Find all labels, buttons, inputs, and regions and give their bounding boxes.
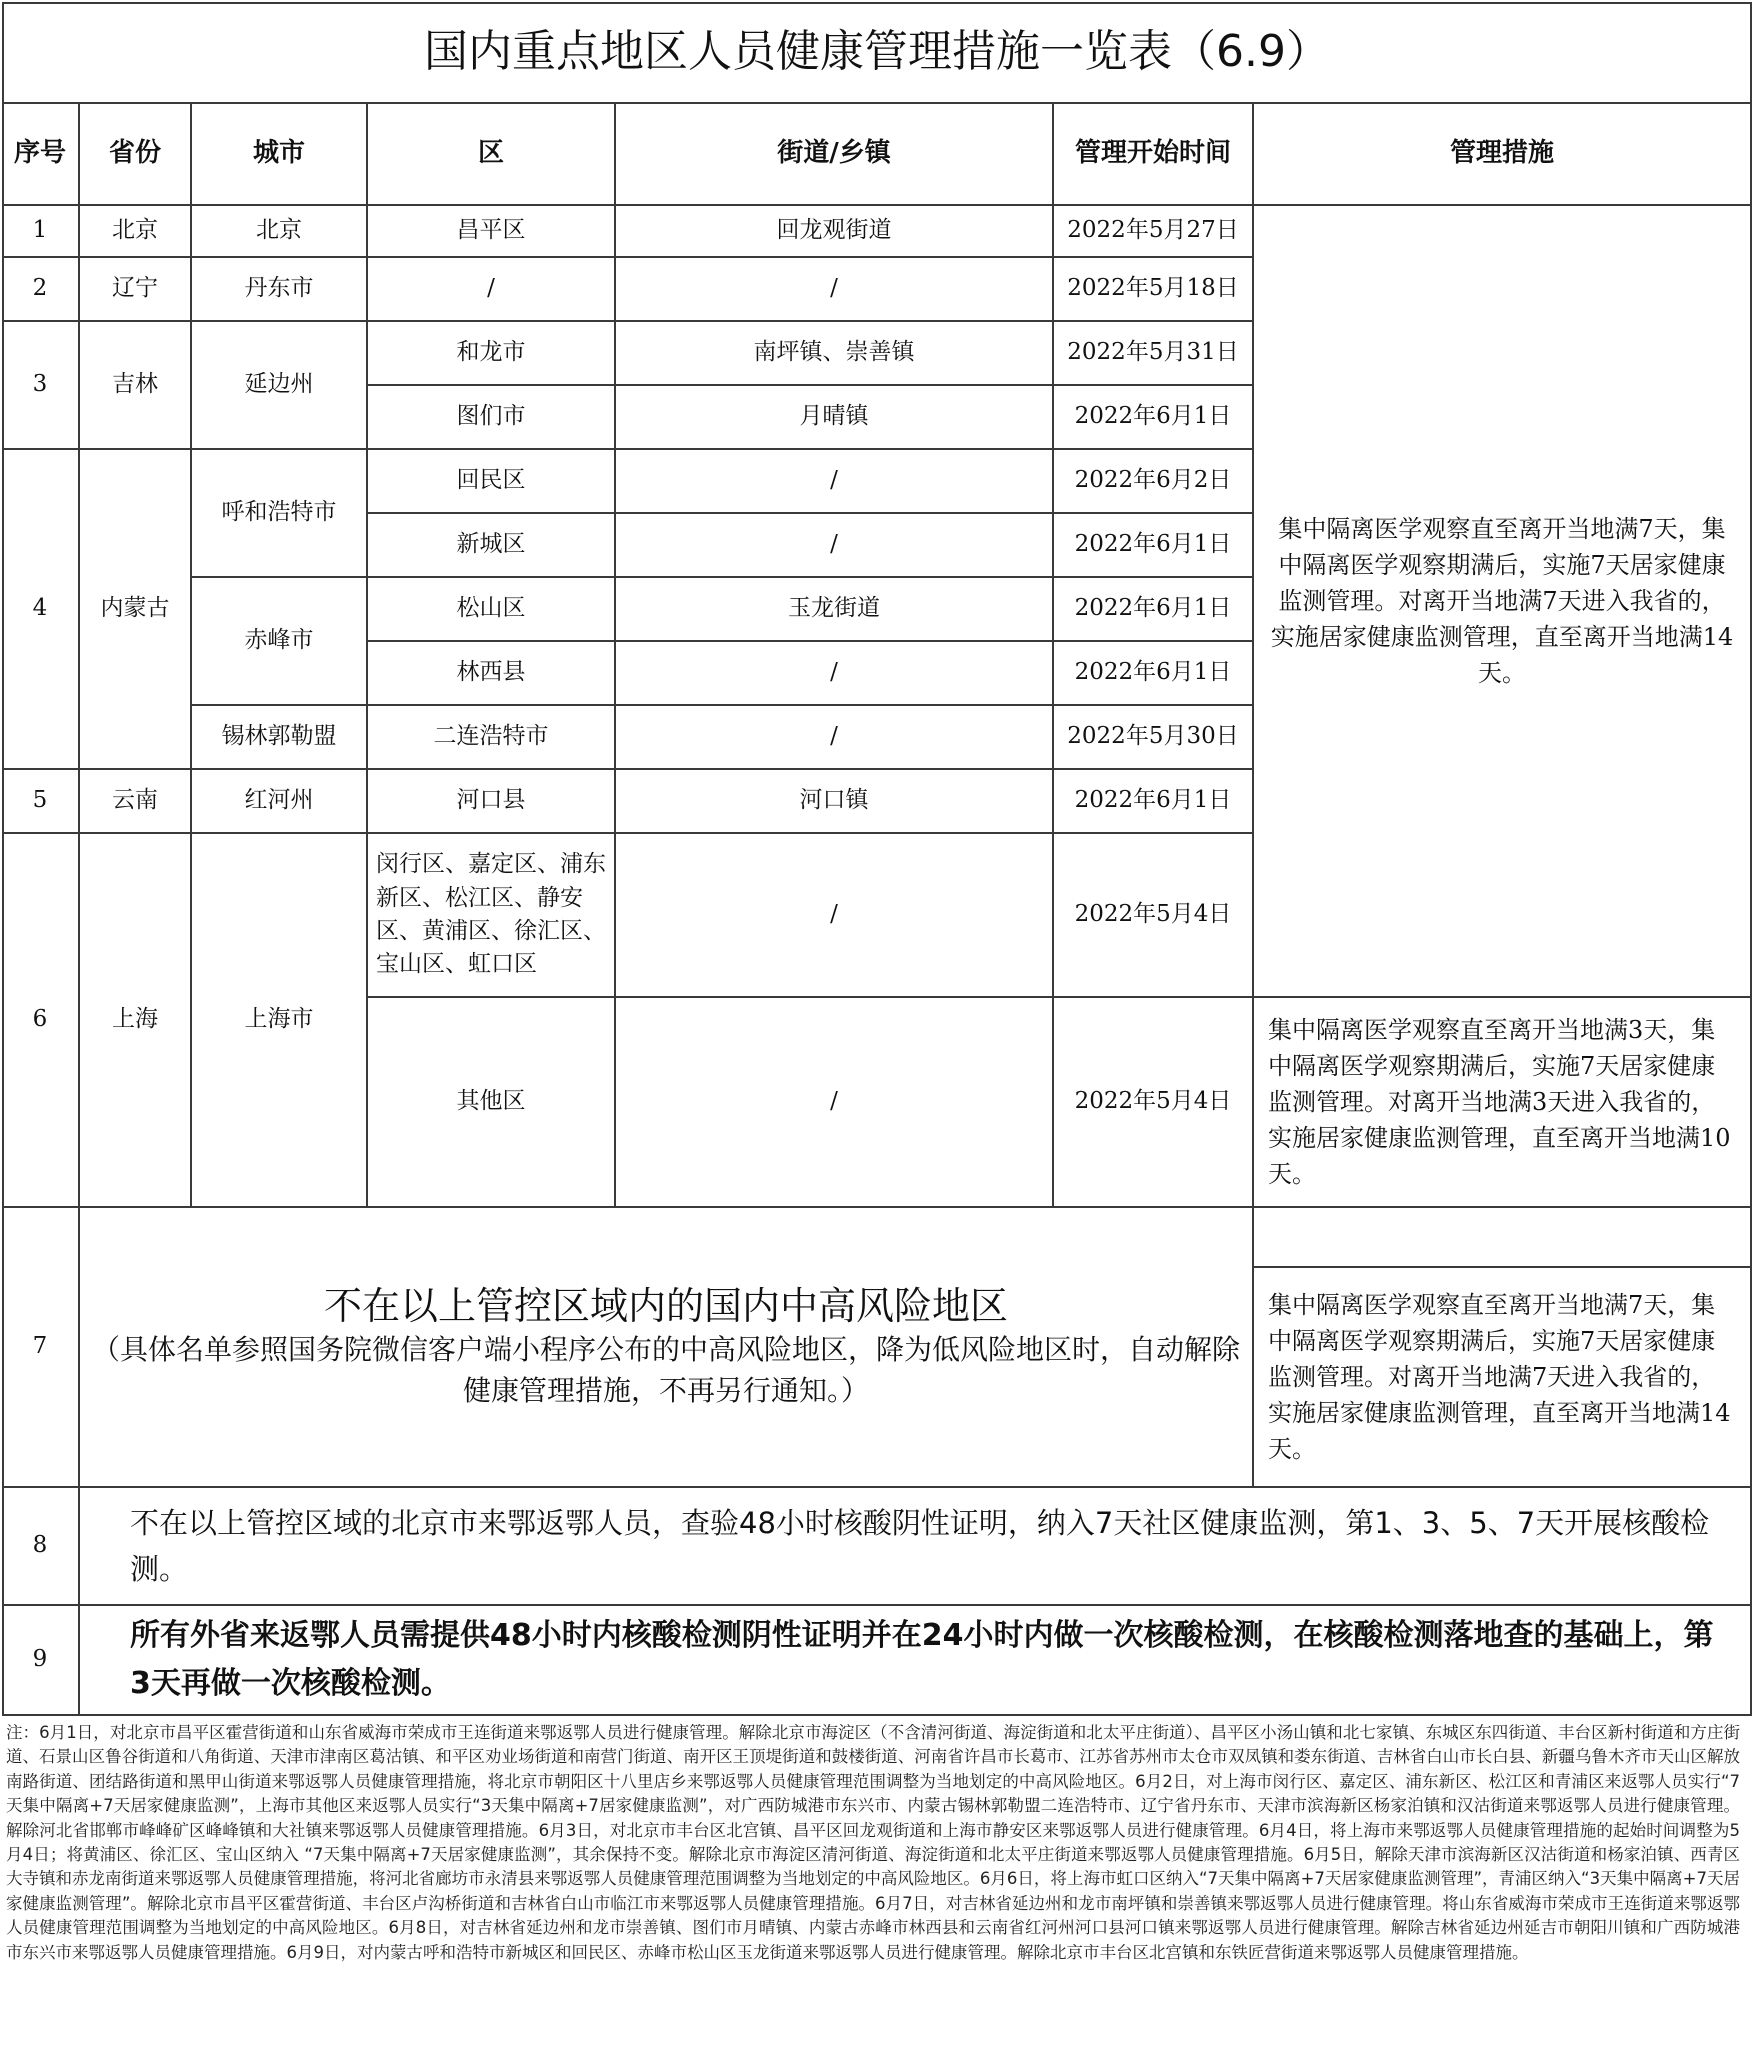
header-measures: 管理措施: [1449, 138, 1554, 169]
district-cell: 河口县: [456, 787, 526, 814]
district-cell: 回民区: [456, 467, 526, 494]
street-cell: 回龙观街道: [776, 217, 892, 244]
footnote: 注：6月1日，对北京市昌平区霍营街道和山东省威海市荣成市王连街道来鄂返鄂人员进行健康管理。解除北京市海淀区（不含清河街道、海淀街道和北太平庄街道）、昌平区小汤山镇和北七家镇、东城区东四街道、丰台区新村街道和方庄街道、石景山区鲁谷街道和八角街道、天津市津南区葛沽镇、和平区劝业场街道和南营门街道、南开区王顶堤街道和鼓楼街道、河南省许昌市长葛市、江苏省苏州市太仓市双凤镇和娄东街道、吉林省白山市长白县、新疆乌鲁木齐市天山区解放南路街道、团结路街道和黑甲山街道来鄂返鄂人员健康管理措施，将北京市朝阳区十八里店乡来鄂返鄂人员健康管理范围调整为当地划定的中高风险地区。6月2日，对上海市闵行区、嘉定区、浦东新区、松江区和青浦区来返鄂人员实行“7天集中隔离+7天居家健康监测”，上海市其他区来返鄂人员实行“3天集中隔离+7居家健康监测”，对广西防城港市东兴市、内蒙古锡林郭勒盟二连浩特市、辽宁省丹东市、天津市滨海新区杨家泊镇和汉沽街道来鄂返鄂人员进行健康管理。解除河北省邯郸市峰峰矿区峰峰镇和大社镇来鄂返鄂人员健康管理措施。6月3日，对北京市丰台区北宫镇、昌平区回龙观街道和上海市静安区来鄂返鄂人员进行健康管理。6月4日，将上海市来鄂返鄂人员健康管理措施的起始时间调整为5月4日；将黄浦区、徐汇区、宝山区纳入 “7天集中隔离+7天居家健康监测”，其余保持不变。解除北京市海淀区清河街道、海淀街道和北太平庄街道来鄂返鄂人员健康管理措施。6月5日，解除天津市滨海新区汉沽街道和杨家泊镇、西青区大寺镇和赤龙南街道来鄂返鄂人员健康管理措施，将河北省廊坊市永清县来鄂返鄂人员健康管理范围调整为当地划定的中高风险地区。6月6日，将上海市虹口区纳入“7天集中隔离+7天居家健康监测管理”，青浦区纳入“3天集中隔离+7天居家健康监测管理”。解除北京市昌平区霍营街道、丰台区卢沟桥街道和吉林省白山市临江市来鄂返鄂人员健康管理措施。6月7日，对吉林省延边州和龙市南坪镇和崇善镇来鄂返鄂人员进行健康管理。将山东省威海市荣成市王连街道来鄂返鄂人员健康管理范围调整为当地划定的中高风险地区。6月8日，对吉林省延边州和龙市崇善镇、图们市月晴镇、内蒙古赤峰市林西县和云南省红河州河口县河口镇来鄂返鄂人员进行健康管理。解除吉林省延边州延吉市朝阳川镇和广西防城港市东兴市来鄂返鄂人员健康管理措施。6月9日，对内蒙古呼和浩特市新城区和回民区、赤峰市松山区玉龙街道来鄂返鄂人员进行健康管理。解除北京市丰台区北宫镇和东铁匠营街道来鄂返鄂人员健康管理措施。: [6, 1723, 1740, 1962]
date-cell: 2022年6月1日: [1074, 595, 1232, 622]
date-cell: 2022年5月4日: [1074, 901, 1232, 928]
province-cell: 吉林: [112, 371, 158, 398]
seq-cell: 5: [32, 787, 48, 814]
street-cell: /: [830, 1088, 838, 1115]
street-cell: /: [830, 901, 838, 928]
date-cell: 2022年5月18日: [1067, 275, 1239, 302]
seq-cell: 2: [32, 275, 48, 302]
date-cell: 2022年5月27日: [1067, 217, 1239, 244]
out-of-province-rule: 所有外省来返鄂人员需提供48小时内核酸检测阴性证明并在24小时内做一次核酸检测，在核酸检测落地查的基础上，第3天再做一次核酸检测。: [130, 1618, 1714, 1701]
seq-cell: 3: [32, 371, 48, 398]
table-border-right: [1750, 2, 1752, 1716]
date-cell: 2022年5月31日: [1067, 339, 1239, 366]
city-cell: 北京: [256, 217, 302, 244]
seq-cell: 7: [32, 1333, 48, 1360]
date-cell: 2022年6月1日: [1074, 659, 1232, 686]
date-cell: 2022年6月1日: [1074, 531, 1232, 558]
date-cell: 2022年6月1日: [1074, 403, 1232, 430]
risk-area-cell: [80, 1208, 1252, 1486]
header-start-time: 管理开始时间: [1074, 138, 1231, 169]
header-street: 街道/乡镇: [777, 138, 891, 169]
seq-cell: 6: [32, 1006, 48, 1033]
province-cell: 云南: [112, 787, 158, 814]
beijing-arrivals-rule: 不在以上管控区域的北京市来鄂返鄂人员，查验48小时核酸阴性证明，纳入7天社区健康监测，第1、3、5、7天开展核酸检测。: [130, 1505, 1710, 1586]
district-cell: 闵行区、嘉定区、浦东新区、松江区、静安区、黄浦区、徐汇区、宝山区、虹口区: [376, 851, 606, 978]
city-cell: 红河州: [244, 787, 314, 814]
city-cell: 丹东市: [244, 275, 314, 302]
header-district: 区: [477, 138, 504, 169]
city-cell: 延边州: [244, 371, 314, 398]
district-cell: 图们市: [456, 403, 526, 430]
street-cell: 河口镇: [799, 787, 869, 814]
risk-area-note: （具体名单参照国务院微信客户端小程序公布的中高风险地区，降为低风险地区时，自动解除健康管理措施，不再另行通知。）: [91, 1333, 1240, 1407]
district-cell: 林西县: [456, 659, 526, 686]
district-cell: 新城区: [456, 531, 526, 558]
header-province: 省份: [108, 138, 161, 169]
street-cell: /: [830, 659, 838, 686]
street-cell: /: [830, 467, 838, 494]
district-cell: /: [487, 275, 495, 302]
street-cell: 月晴镇: [799, 403, 869, 430]
measure-cell-3day: 集中隔离医学观察直至离开当地满3天，集中隔离医学观察期满后，实施7天居家健康监测管理。对离开当地满3天进入我省的，实施居家健康监测管理，直至离开当地满10天。: [1268, 1016, 1731, 1188]
street-cell: 南坪镇、崇善镇: [753, 339, 915, 366]
header-seq: 序号: [13, 138, 66, 169]
date-cell: 2022年5月4日: [1074, 1088, 1232, 1115]
province-cell: 上海: [112, 1006, 158, 1033]
table-border-bottom: [2, 1714, 1752, 1716]
street-cell: /: [830, 531, 838, 558]
date-cell: 2022年6月2日: [1074, 467, 1232, 494]
page-title: 国内重点地区人员健康管理措施一览表（6.9）: [424, 26, 1330, 78]
seq-cell: 4: [32, 595, 48, 622]
city-cell: 呼和浩特市: [221, 499, 337, 526]
street-cell: /: [830, 275, 838, 302]
district-cell: 昌平区: [456, 217, 526, 244]
province-cell: 北京: [112, 217, 158, 244]
district-cell: 松山区: [456, 595, 526, 622]
seq-cell: 1: [32, 217, 48, 244]
province-cell: 内蒙古: [100, 595, 170, 622]
header-city: 城市: [252, 138, 305, 169]
seq-cell: 9: [32, 1646, 48, 1673]
date-cell: 2022年6月1日: [1074, 787, 1232, 814]
measure-cell-7day: 集中隔离医学观察直至离开当地满7天，集中隔离医学观察期满后，实施7天居家健康监测管理。对离开当地满7天进入我省的，实施居家健康监测管理，直至离开当地满14天。: [1270, 515, 1734, 687]
measure-cell-risk-area: 集中隔离医学观察直至离开当地满7天，集中隔离医学观察期满后，实施7天居家健康监测管理。对离开当地满7天进入我省的，实施居家健康监测管理，直至离开当地满14天。: [1268, 1291, 1731, 1463]
seq-cell: 8: [32, 1532, 48, 1559]
street-cell: 玉龙街道: [788, 595, 880, 622]
district-cell: 其他区: [456, 1088, 526, 1115]
city-cell: 锡林郭勒盟: [221, 723, 337, 750]
street-cell: /: [830, 723, 838, 750]
province-cell: 辽宁: [112, 275, 158, 302]
city-cell: 赤峰市: [244, 627, 314, 654]
city-cell: 上海市: [244, 1006, 314, 1033]
date-cell: 2022年5月30日: [1067, 723, 1239, 750]
district-cell: 二连浩特市: [433, 723, 549, 750]
district-cell: 和龙市: [456, 339, 526, 366]
risk-area-heading: 不在以上管控区域内的国内中高风险地区: [323, 1283, 1008, 1328]
